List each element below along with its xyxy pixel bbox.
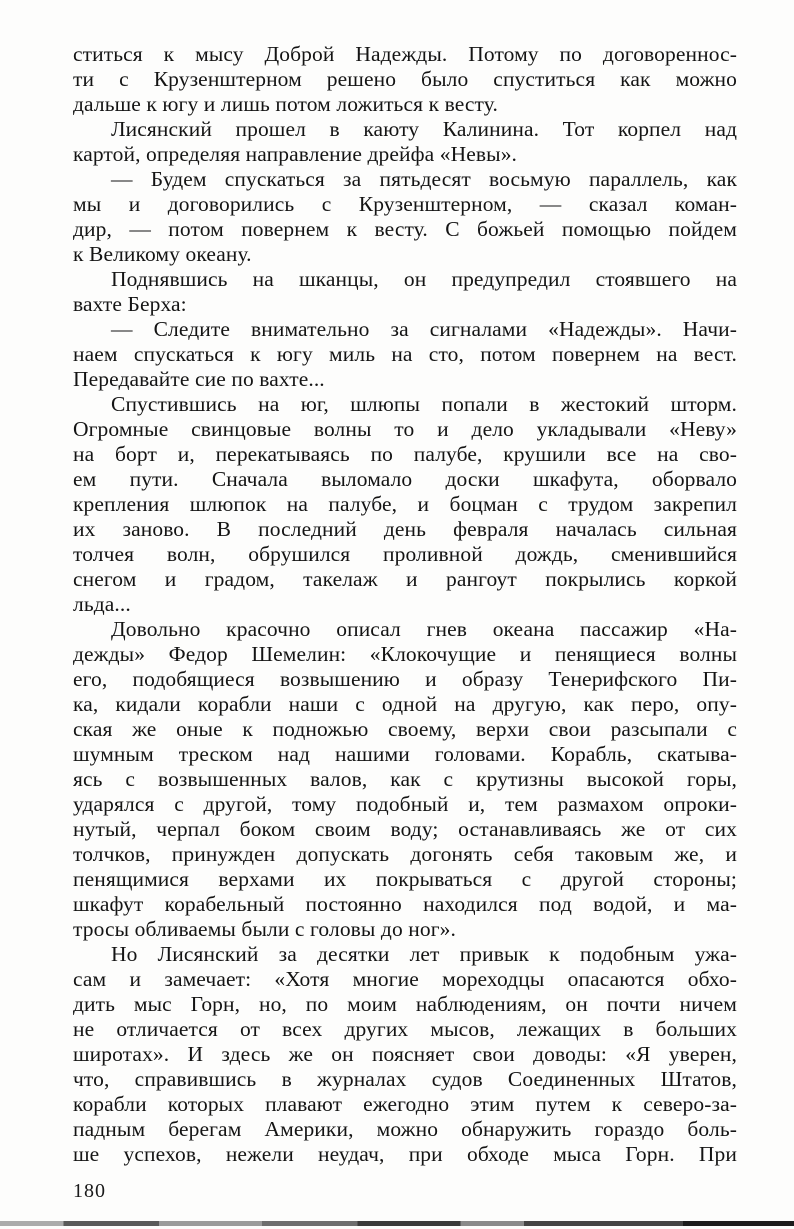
paragraph — [73, 117, 737, 167]
page-number: 180 — [73, 1180, 106, 1202]
paragraph — [73, 42, 737, 117]
text-line: шумным треском над нашими головами. Корабль, скатыва- — [73, 742, 737, 766]
text-line: ская же оные к подножью своему, верхи свои разсыпали с — [73, 717, 737, 741]
text-line: широтах». И здесь же он поясняет свои доводы: «Я уверен, — [73, 1042, 737, 1066]
paragraph — [73, 392, 737, 617]
text-line: Лисянский прошел в каюту Калинина. Тот корпел над — [111, 117, 737, 141]
text-line: не отличается от всех других мысов, лежащих в больших — [73, 1017, 737, 1041]
text-line: мы и договорились с Крузенштерном, — сказал коман- — [73, 192, 737, 216]
paragraph — [73, 942, 737, 1167]
text-line: толчея волн, обрушился проливной дождь, сменившийся — [73, 542, 737, 566]
text-line: дежды» Федор Шемелин: «Клокочущие и пенящиеся волны — [73, 642, 737, 666]
text-line: Довольно красочно описал гнев океана пассажир «На- — [111, 617, 737, 641]
text-line: вахте Берха: — [73, 292, 187, 316]
text-line: Передавайте сие по вахте... — [73, 367, 325, 391]
text-line: шкафут корабельный постоянно находился под водой, и ма- — [73, 892, 737, 916]
text-line: ститься к мысу Доброй Надежды. Потому по договореннос- — [73, 42, 737, 66]
page-scan-edge — [0, 1221, 794, 1226]
text-line: ем пути. Сначала выломало доски шкафута, оборвало — [73, 467, 737, 491]
text-line: льда... — [73, 592, 131, 616]
text-line: ясь с возвышенных валов, как с крутизны высокой горы, — [73, 767, 737, 791]
text-line: Спустившись на юг, шлюпы попали в жестокий шторм. — [111, 392, 737, 416]
text-line: крепления шлюпок на палубе, и боцман с трудом закрепил — [73, 492, 737, 516]
text-line: картой, определяя направление дрейфа «Невы». — [73, 142, 518, 166]
text-line: к Великому океану. — [73, 242, 252, 266]
paragraph — [73, 617, 737, 942]
text-line: дир, — потом повернем к весту. С божьей помощью пойдем — [73, 217, 737, 241]
text-line: — Будем спускаться за пятьдесят восьмую параллель, как — [111, 167, 737, 191]
text-line: на борт и, перекатываясь по палубе, крушили все на сво- — [73, 442, 737, 466]
text-line: дальше к югу и лишь потом ложиться к весту. — [73, 92, 498, 116]
text-line: ти с Крузенштерном решено было спуститься как можно — [73, 67, 737, 91]
text-line: что, справившись в журналах судов Соединенных Штатов, — [73, 1067, 737, 1091]
text-line: наем спускаться к югу миль на сто, потом повернем на вест. — [73, 342, 737, 366]
text-line: пенящимися верхами их покрываться с другой стороны; — [73, 867, 737, 891]
text-line: нутый, черпал боком своим воду; останавливаясь же от сих — [73, 817, 737, 841]
text-line: сам и замечает: «Хотя многие мореходцы опасаются обхо- — [73, 967, 737, 991]
text-line: Но Лисянский за десятки лет привык к подобным ужа- — [111, 942, 737, 966]
text-line: — Следите внимательно за сигналами «Надежды». Начи- — [111, 317, 737, 341]
text-line: дить мыс Горн, но, по моим наблюдениям, он почти ничем — [73, 992, 737, 1016]
text-line: ка, кидали корабли наши с одной на другую, как перо, опу- — [73, 692, 737, 716]
paragraph — [73, 167, 737, 267]
page-text — [73, 42, 737, 1167]
text-line: ударялся с другой, тому подобный и, тем размахом опроки- — [73, 792, 737, 816]
text-line: его, подобящиеся возвышению и образу Тенерифского Пи- — [73, 667, 737, 691]
text-line: толчков, принужден допускать догонять себя таковым же, и — [73, 842, 737, 866]
paragraph — [73, 267, 737, 317]
paragraph — [73, 317, 737, 392]
text-line: тросы обливаемы были с головы до ног». — [73, 917, 456, 941]
text-line: Поднявшись на шканцы, он предупредил стоявшего на — [111, 267, 737, 291]
text-line: корабли которых плавают ежегодно этим путем к северо-за- — [73, 1092, 737, 1116]
text-line: снегом и градом, такелаж и рангоут покрылись коркой — [73, 567, 737, 591]
text-line: их заново. В последний день февраля началась сильная — [73, 517, 737, 541]
text-line: Огромные свинцовые волны то и дело укладывали «Неву» — [73, 417, 737, 441]
text-line: падным берегам Америки, можно обнаружить гораздо боль- — [73, 1117, 737, 1141]
text-line: ше успехов, нежели неудач, при обходе мыса Горн. При — [73, 1142, 737, 1166]
